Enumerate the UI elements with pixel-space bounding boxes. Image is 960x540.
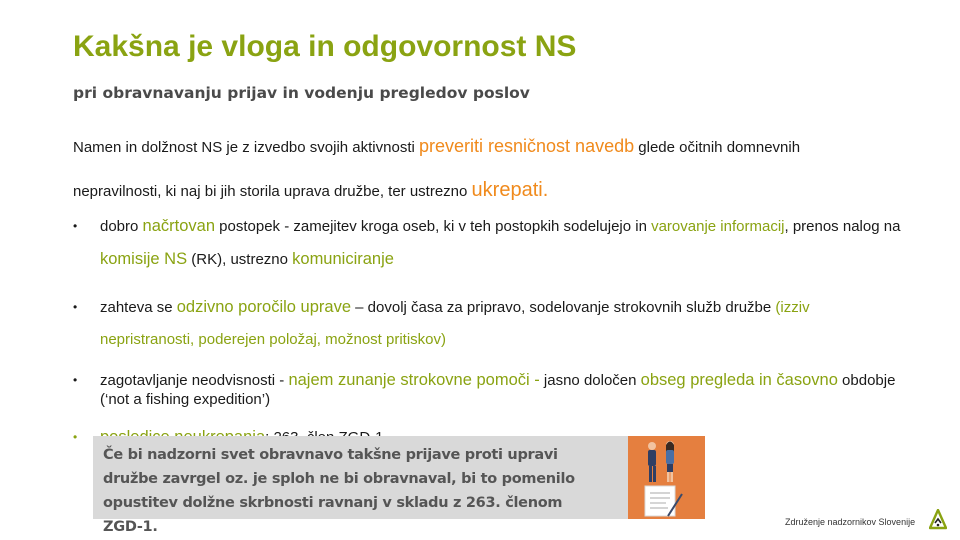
- intro-text: Namen in dolžnost NS je z izvedbo svojih aktivnosti: [73, 139, 419, 156]
- bullet-text: (RK), ustrezno: [187, 251, 293, 268]
- bullet-list: [73, 210, 903, 448]
- bullet-text: – dovolj časa za pripravo, sodelovanje strokovnih služb družbe: [351, 299, 776, 316]
- callout-text: Če bi nadzorni svet obravnavo takšne prijave proti upravi družbe zavrgel oz. je sploh ne bi obravnaval, bi to pomenilo opustitev dolžne skrbnosti ravnanj v skladu z 263. členom ZGD-1.: [103, 447, 575, 535]
- bullet-highlight: komuniciranje: [292, 250, 394, 268]
- bullet-highlight: najem zunanje strokovne pomoči -: [288, 371, 540, 389]
- bullet-text: dobro: [100, 218, 143, 235]
- page-subtitle: pri obravnavanju prijav in vodenju pregledov poslov: [73, 84, 530, 102]
- business-people-document-illustration: [628, 436, 705, 519]
- bullet-highlight: komisije NS: [100, 250, 188, 268]
- callout-box: [93, 436, 628, 535]
- list-item: [73, 371, 903, 409]
- bullet-text: obdobje (‘not a fishing expedition’): [100, 372, 896, 408]
- list-item: [73, 210, 903, 276]
- bullet-icon: •: [73, 300, 78, 314]
- bullet-icon: •: [73, 373, 78, 387]
- page-title: Kakšna je vloga in odgovornost NS: [73, 30, 577, 63]
- bullet-text: zagotavljanje neodvisnosti -: [100, 372, 289, 389]
- list-item: [73, 291, 903, 356]
- intro-highlight-verify: preveriti resničnost navedb: [419, 136, 635, 156]
- footer-organization: Združenje nadzornikov Slovenije: [785, 517, 916, 527]
- bullet-icon: •: [73, 219, 78, 233]
- bullet-text: zahteva se: [100, 299, 177, 316]
- bullet-highlight: načrtovan: [142, 217, 216, 235]
- intro-text: glede očitnih domnevnih nepravilnosti, ki naj bi jih storila uprava družbe, ter ustrezno: [73, 139, 801, 200]
- bullet-highlight: varovanje informacij: [651, 218, 785, 235]
- illustration-icon: [628, 436, 705, 519]
- bullet-text: , prenos nalog na: [784, 218, 901, 235]
- bullet-text: postopek - zamejitev kroga oseb, ki v teh postopkih sodelujejo in: [215, 218, 652, 235]
- intro-highlight-act: ukrepati.: [471, 179, 549, 201]
- bullet-highlight: obseg pregleda in časovno: [640, 371, 838, 389]
- zns-logo-icon: [929, 509, 947, 531]
- bullet-text: jasno določen: [539, 372, 641, 389]
- bullet-highlight: odzivno poročilo uprave: [176, 298, 351, 316]
- intro-paragraph: [73, 125, 883, 213]
- bullet-icon: •: [73, 430, 78, 444]
- bullet-highlight: (izziv nepristranosti, poderejen položaj, možnost pritiskov): [100, 299, 810, 348]
